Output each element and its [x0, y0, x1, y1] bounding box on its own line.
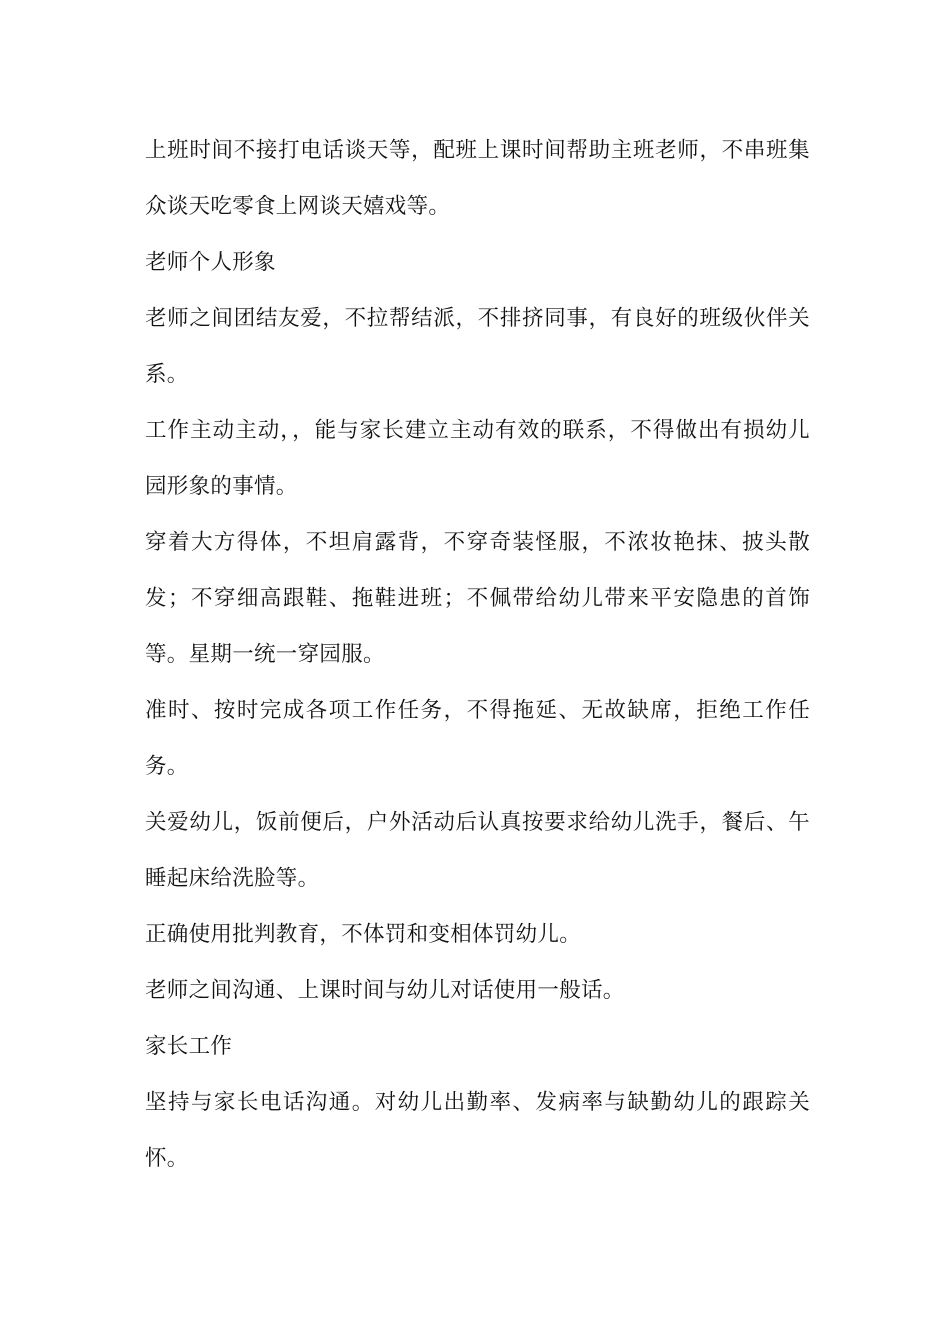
paragraph-parent-contact: 工作主动主动，，能与家长建立主动有效的联系，不得做出有损幼儿园形象的事情。: [145, 418, 810, 499]
paragraph-dress-code: 穿着大方得体，不坦肩露背，不穿奇装怪服，不浓妆艳抹、披头散发；不穿细高跟鞋、拖鞋进班；不佩带给幼儿带来平安隐患的首饰等。星期一统一穿园服。: [145, 530, 810, 667]
paragraph-task-completion: 准时、按时完成各项工作任务，不得拖延、无故缺席，拒绝工作任务。: [145, 698, 810, 779]
section-heading-parent-work: 家长工作: [145, 1034, 233, 1059]
section-heading-teacher-image: 老师个人形象: [145, 250, 276, 275]
paragraph-language-use: 老师之间沟通、上课时间与幼儿对话使用一般话。: [145, 978, 625, 1003]
paragraph-phone-communication: 坚持与家长电话沟通。对幼儿出勤率、发病率与缺勤幼儿的跟踪关怀。: [145, 1090, 810, 1171]
document-page: [145, 123, 810, 1187]
paragraph-discipline: 正确使用批判教育，不体罚和变相体罚幼儿。: [145, 922, 582, 947]
paragraph-child-care: 关爱幼儿，饭前便后，户外活动后认真按要求给幼儿洗手，餐后、午睡起床给洗脸等。: [145, 810, 810, 891]
paragraph-colleague-unity: 老师之间团结友爱，不拉帮结派，不排挤同事，有良好的班级伙伴关系。: [145, 306, 810, 387]
paragraph-work-hours-rules: 上班时间不接打电话谈天等，配班上课时间帮助主班老师，不串班集众谈天吃零食上网谈天嬉戏等。: [145, 138, 810, 219]
